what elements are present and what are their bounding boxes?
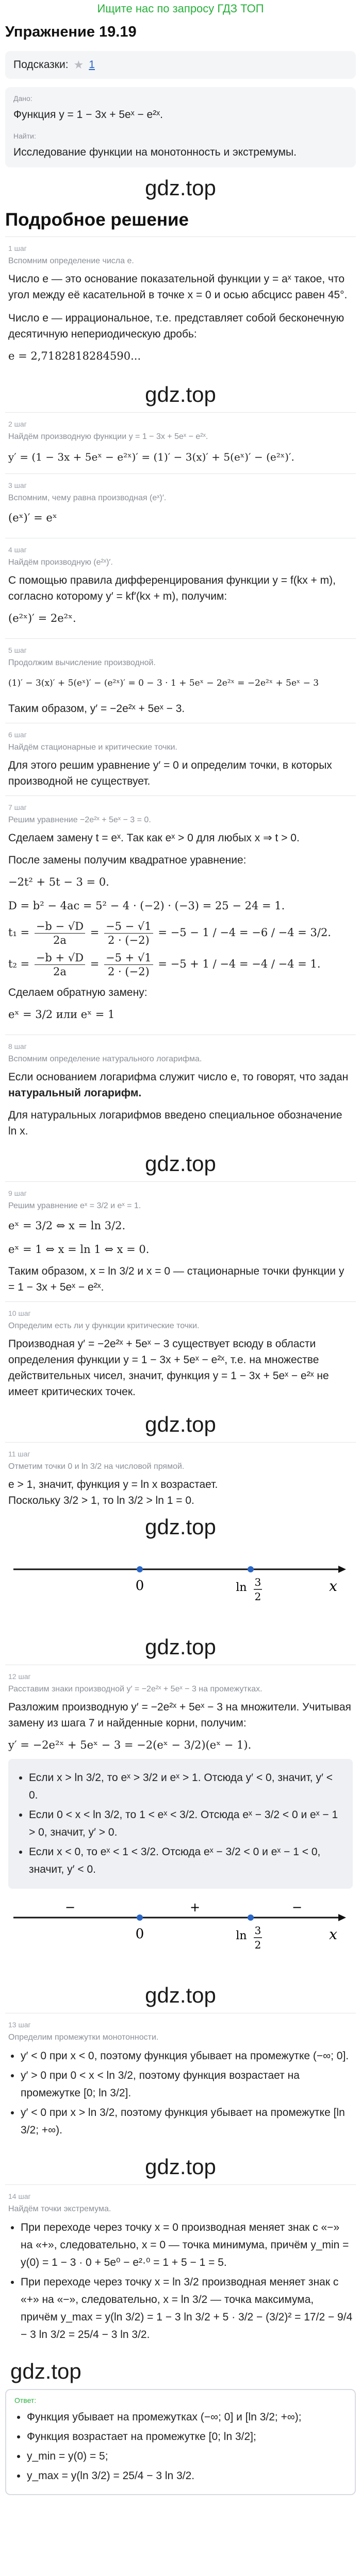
step-number: 5 шаг (8, 646, 27, 654)
watermark: gdz.top (145, 1151, 216, 1176)
point-label-ln: ln (236, 1929, 247, 1942)
step-formula: eˣ = 3/2 или eˣ = 1 (8, 1008, 115, 1021)
step-title: Найдём стационарные и критические точки. (8, 743, 177, 752)
step-formula: eˣ = 3/2 ⇔ x = ln 3/2. (8, 1219, 126, 1232)
step-title: Вспомним, чему равна производная (eˣ)′. (8, 494, 167, 502)
step-number: 9 шаг (8, 1189, 27, 1197)
step-title: Решим уравнение eˣ = 3/2 и eˣ = 1. (8, 1201, 141, 1210)
axis-label: x (329, 1926, 337, 1943)
watermark: gdz.top (145, 1412, 216, 1436)
watermark: gdz.top (145, 382, 216, 406)
step-text: Таким образом, y′ = −2e²ˣ + 5eˣ − 3. (8, 703, 185, 715)
formula-part: = (90, 958, 100, 970)
step-text: Для этого решим уравнение y′ = 0 и определим точки, в которых производной не существует. (8, 759, 332, 787)
step-text: Таким образом, x = ln 3/2 и x = 0 — стационарные точки функции y = 1 − 3x + 5eˣ − e²ˣ. (8, 1265, 344, 1293)
list-item: • y′ > 0 при 0 < x < ln 3/2, поэтому функция возрастает на промежутке [0; ln 3/2]. (21, 2067, 353, 2102)
step-2 (5, 412, 356, 473)
denominator: 2a (35, 964, 85, 978)
step-number: 6 шаг (8, 731, 27, 739)
watermark: gdz.top (145, 2155, 216, 2179)
find-label: Найти: (13, 132, 36, 140)
list-item: • При переходе через точку x = ln 3/2 производная меняет знак с «+» на «−», следовательно, x = ln 3/2 — точка максимума, причём y_max = y(ln 3/2) = 1 − 3 ln 3/2 + 5 · 3/2 − (3/2)² = 17/2 − 9/4 − 3 ln 3/2 = 25/4 − 3 ln 3/2. (21, 2274, 353, 2344)
find-text: Исследование функции на монотонность и экстремумы. (13, 146, 297, 158)
step-formula: e = 2,7182818284590... (8, 350, 141, 362)
step-number: 8 шаг (8, 1042, 27, 1050)
formula-part: t₂ = (8, 958, 30, 970)
denominator: 2 · (−2) (104, 964, 153, 978)
step-3 (5, 473, 356, 538)
watermark: gdz.top (145, 1635, 216, 1659)
list-item: • y′ < 0 при x > ln 3/2, поэтому функция убывает на промежутке [ln 3/2; +∞). (21, 2104, 353, 2139)
step-number: 7 шаг (8, 803, 27, 811)
numerator: −b + √D (36, 952, 84, 964)
step-number: 1 шаг (8, 244, 27, 252)
watermark: gdz.top (145, 1515, 216, 1539)
watermark: gdz.top (145, 176, 216, 200)
fraction (104, 920, 153, 947)
step-formula: −2t² + 5t − 3 = 0. (8, 876, 109, 888)
axis-arrow-icon (338, 1914, 346, 1921)
root-t2 (8, 951, 353, 978)
fraction (104, 951, 153, 978)
fraction-den: 2 (254, 1939, 261, 1951)
axis-arrow-icon (338, 1566, 346, 1573)
step-formula: (1)′ − 3(x)′ + 5(eˣ)′ − (e²ˣ)′ = 0 − 3 · 1 + 5eˣ − 2e²ˣ = −2e²ˣ + 5eˣ − 3 (8, 678, 319, 688)
point-0 (137, 1914, 143, 1921)
axis-label: x (329, 1578, 337, 1595)
fraction-num: 3 (254, 1576, 261, 1588)
denominator: 2a (35, 933, 85, 947)
step-9 (5, 1181, 356, 1301)
step-title: Вспомним определение натурального логарифма. (8, 1055, 202, 1063)
step-number: 3 шаг (8, 481, 27, 489)
step-text: Для натуральных логарифмов введено специальное обозначение ln x. (8, 1109, 342, 1137)
formula-part: t₁ = (8, 926, 30, 939)
fraction-num: 3 (254, 1924, 261, 1937)
sign-cases (8, 1759, 353, 1889)
numerator: −b − √D (36, 920, 84, 933)
step-12 (5, 1665, 356, 1977)
step-13 (5, 2013, 356, 2148)
step-text: Производная y′ = −2e²ˣ + 5eˣ − 3 существует всюду в области определения функции y = 1 − 3x + 5eˣ − e²ˣ, т.е. на множестве действительных чисел, значит, функция y = 1 − 3x + 5eˣ − e²ˣ не имеет критических точек. (8, 1338, 329, 1398)
step-1 (5, 236, 356, 376)
answer-card (5, 2389, 356, 2495)
step-title: Продолжим вычисление производной. (8, 658, 156, 667)
step-title: Определим промежутки монотонности. (8, 2033, 159, 2042)
list-item: • Если x < 0, то eˣ < 1 < 3/2. Отсюда eˣ − 3/2 < 0 и eˣ − 1 < 0, значит, y′ < 0. (29, 1843, 344, 1878)
hint-number-link[interactable]: 1 (89, 59, 95, 71)
given-label: Дано: (13, 94, 32, 103)
step-text: Число e — это основание показательной функции y = aˣ такое, что угол между её касательной в точке x = 0 и осью абсцисс равен 45°. (8, 273, 348, 301)
list-item: • y′ < 0 при x < 0, поэтому функция убывает на промежутке (−∞; 0]. (21, 2047, 353, 2065)
step-number: 2 шаг (8, 420, 27, 428)
point-label-0: 0 (135, 1926, 144, 1942)
list-item: • При переходе через точку x = 0 производная меняет знак с «−» на «+», следовательно, x = 0 — точка минимума, причём y_min = y(0) = 1 − 3 · 0 + 5e⁰ − e²·⁰ = 1 + 5 − 1 = 5. (21, 2219, 353, 2272)
step-number: 13 шаг (8, 2021, 31, 2029)
number-line-2 (8, 1897, 349, 1964)
step-text: e > 1, значит, функция y = ln x возрастает. (8, 1479, 218, 1490)
list-item: • Если x > ln 3/2, то eˣ > 3/2 и eˣ > 1. Отсюда y′ < 0, значит, y′ < 0. (29, 1769, 344, 1804)
step-number: 12 шаг (8, 1672, 31, 1681)
hints-label: Подсказки: (13, 59, 69, 71)
step-text: Если основанием логарифма служит число e, то говорят, что задан (8, 1071, 349, 1083)
solution-title: Подробное решение (5, 210, 189, 230)
point-0 (137, 1566, 143, 1572)
step-number: 14 шаг (8, 2192, 31, 2200)
step-title: Найдём производную функции y = 1 − 3x + 5eˣ − e²ˣ. (8, 432, 208, 441)
step-title: Решим уравнение −2e²ˣ + 5eˣ − 3 = 0. (8, 816, 151, 824)
hints-card (5, 51, 356, 79)
step-number: 11 шаг (8, 1450, 30, 1458)
list-item: • Функция убывает на промежутках (−∞; 0] и [ln 3/2; +∞); (27, 2409, 347, 2426)
step-title: Определим есть ли у функции критические точки. (8, 1321, 200, 1330)
step-text: Сделаем замену t = eˣ. Так как eˣ > 0 для любых x ⇒ t > 0. (8, 832, 300, 844)
step-text: После замены получим квадратное уравнение: (8, 854, 247, 866)
watermark: gdz.top (145, 1983, 216, 2007)
step-text: С помощью правила дифференцирования функции y = f(kx + m), согласно которому y′ = kf′(kx + m), получим: (8, 574, 336, 602)
point-label-0: 0 (135, 1578, 144, 1594)
step-formula: (eˣ)′ = eˣ (8, 512, 57, 524)
formula-part: = −5 − 1 / −4 = −6 / −4 = 3/2. (158, 926, 331, 939)
list-item: • y_max = y(ln 3/2) = 25/4 − 3 ln 3/2. (27, 2467, 347, 2485)
step-14 (5, 2184, 356, 2353)
fraction (35, 951, 85, 978)
top-banner[interactable]: Ищите нас по запросу ГДЗ ТОП (97, 2, 264, 15)
sign-label: − (291, 1900, 303, 1914)
point-label-ln: ln (236, 1581, 247, 1594)
formula-part: = −5 + 1 / −4 = −4 / −4 = 1. (158, 958, 321, 970)
sign-label: − (64, 1900, 76, 1914)
step-6 (5, 723, 356, 795)
list-item: • Функция возрастает на промежутке [0; ln 3/2]; (27, 2428, 347, 2446)
step-title: Отметим точки 0 и ln 3/2 на числовой прямой. (8, 1462, 185, 1471)
formula-part: = (90, 926, 100, 939)
step-title: Вспомним определение числа e. (8, 257, 134, 265)
numerator: −5 − √1 (106, 920, 152, 933)
watermark: gdz.top (10, 2359, 81, 2383)
answer-label: Ответ: (14, 2396, 37, 2404)
step-text: Сделаем обратную замену: (8, 987, 147, 998)
step-5 (5, 638, 356, 723)
numerator: −5 + √1 (106, 952, 152, 964)
page-title: Упражнение 19.19 (5, 24, 137, 40)
list-item: • y_min = y(0) = 5; (27, 2448, 347, 2465)
sign-label: + (189, 1900, 201, 1914)
point-ln (248, 1914, 254, 1921)
step-term: натуральный логарифм. (8, 1087, 142, 1099)
star-icon[interactable]: ★ (73, 58, 84, 71)
denominator: 2 · (−2) (104, 933, 153, 947)
root-t1 (8, 920, 353, 947)
step-text: Поскольку 3/2 > 1, то ln 3/2 > ln 1 = 0. (8, 1495, 194, 1506)
step-title: Найдём производную (e²ˣ)′. (8, 558, 113, 567)
step-10 (5, 1301, 356, 1406)
step-formula: y′ = −2e²ˣ + 5eˣ − 3 = −2(eˣ − 3/2)(eˣ − 1). (8, 1739, 252, 1751)
step-title: Найдём точки экстремума. (8, 2205, 111, 2213)
step-text: Число e — иррациональное, т.е. представляет собой бесконечную десятичную непериодическую дробь: (8, 312, 344, 340)
step-7 (5, 795, 356, 1035)
page (0, 19, 361, 2495)
step-text: Разложим производную y′ = −2e²ˣ + 5eˣ − 3 на множители. Учитывая замену из шага 7 и найденные корни, получим: (8, 1701, 351, 1729)
step-number: 10 шаг (8, 1309, 31, 1317)
list-item: • Если 0 < x < ln 3/2, то 1 < eˣ < 3/2. Отсюда eˣ − 3/2 < 0 и eˣ − 1 > 0, значит, y′ > 0. (29, 1806, 344, 1841)
number-line-1 (8, 1549, 349, 1616)
fraction (35, 920, 85, 947)
step-8 (5, 1035, 356, 1145)
step-formula: D = b² − 4ac = 5² − 4 · (−2) · (−3) = 25 − 24 = 1. (8, 900, 285, 912)
step-11 (5, 1442, 356, 1629)
step-number: 4 шаг (8, 546, 27, 554)
step-title: Расставим знаки производной y′ = −2e²ˣ + 5eˣ − 3 на промежутках. (8, 1685, 262, 1693)
given-text: Функция y = 1 − 3x + 5eˣ − e²ˣ. (13, 109, 163, 121)
step-formula: (e²ˣ)′ = 2e²ˣ. (8, 612, 76, 624)
point-ln (248, 1566, 254, 1572)
step-formula: eˣ = 1 ⇔ x = ln 1 ⇔ x = 0. (8, 1243, 150, 1256)
step-4 (5, 538, 356, 638)
step-formula: y′ = (1 − 3x + 5eˣ − e²ˣ)′ = (1)′ − 3(x)′ + 5(eˣ)′ − (e²ˣ)′. (8, 451, 294, 463)
fraction-den: 2 (254, 1590, 261, 1603)
given-card (5, 87, 356, 167)
